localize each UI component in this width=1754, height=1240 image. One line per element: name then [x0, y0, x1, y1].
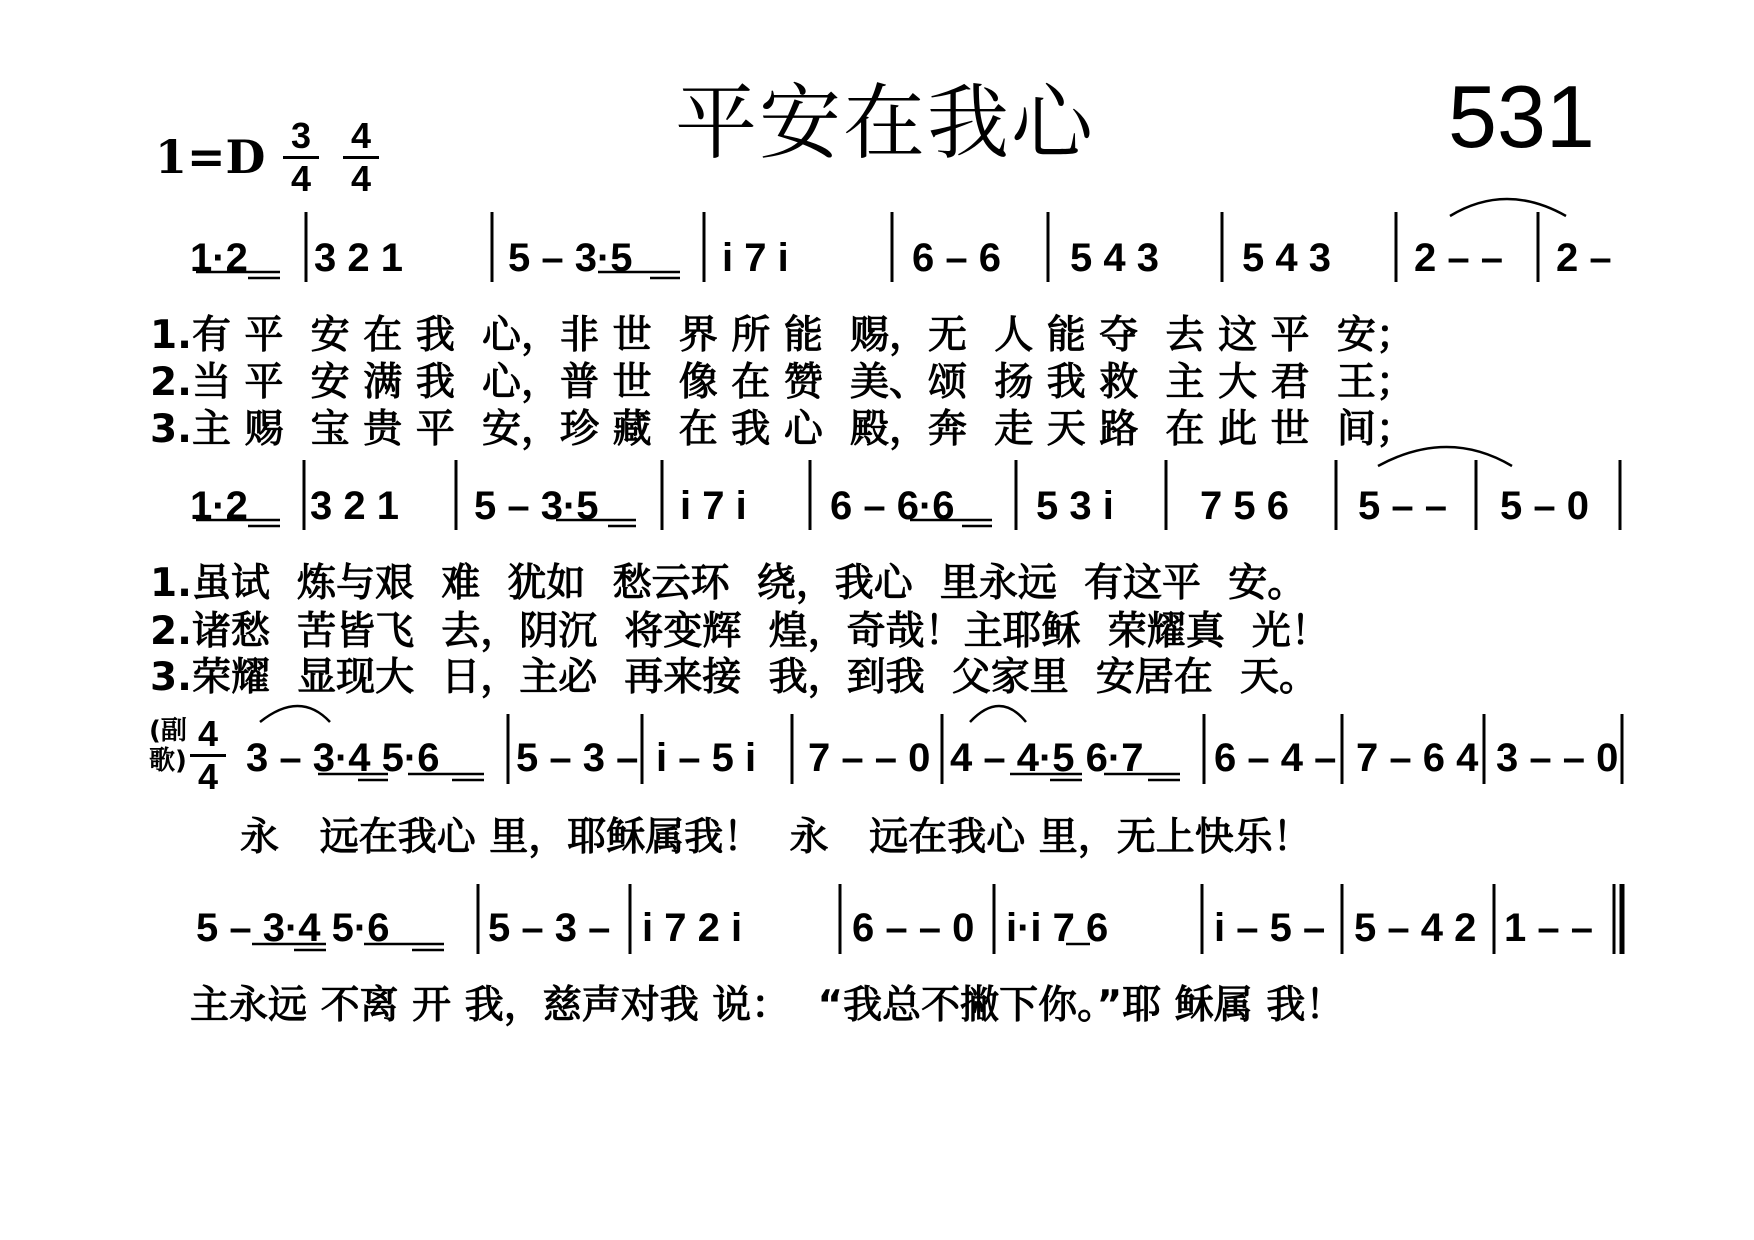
lyric-verse-3: 3.主 赐 宝 贵 平 安，珍 藏 在 我 心 殿，奔 走 天 路 在 此 世 间； — [150, 407, 1415, 452]
measure: i 7 i — [722, 236, 789, 280]
time-sig-denominator: 4 — [350, 158, 372, 199]
measure: i – 5 – — [1214, 906, 1326, 950]
measure: 1·2 — [190, 236, 248, 280]
lyric-verse-1: 1.虽试 炼与艰 难 犹如 愁云环 绕，我心 里永远 有这平 安。 — [150, 561, 1307, 606]
measure: i 7 i — [680, 484, 747, 528]
chorus-label: (副歌) — [149, 716, 187, 776]
hymn-title: 平安在我心 — [675, 76, 1096, 171]
barlines — [304, 212, 1622, 954]
measure: 7 – 6 4 — [1356, 736, 1479, 780]
measure: 5 – 3·5 — [474, 484, 599, 528]
measure: 5 – 3 – — [516, 736, 639, 780]
key-text: 1=D — [155, 130, 266, 184]
time-sig-numerator: 4 — [343, 118, 379, 159]
measure: 7 5 6 — [1200, 484, 1289, 528]
time-sig-denominator: 4 — [290, 158, 312, 199]
measure: 5 – 0 — [1500, 484, 1589, 528]
measure: 5 – 3·4 5·6 — [196, 906, 390, 950]
measure: i 7 2 i — [642, 906, 743, 950]
measure: 6 – 6·6 — [830, 484, 955, 528]
measure: 3 – – 0 — [1496, 736, 1619, 780]
measure: 7 – – 0 — [808, 736, 931, 780]
measure: i·i 7 6 — [1006, 906, 1109, 950]
measure: 5 – – — [1358, 484, 1447, 528]
measure: 6 – – 0 — [852, 906, 975, 950]
measure: 2 – – — [1414, 236, 1503, 280]
time-sig-numerator: 4 — [190, 716, 226, 757]
lyric-verse-2: 2.诸愁 苦皆飞 去，阴沉 将变辉 煌，奇哉！主耶稣 荣耀真 光！ — [150, 609, 1330, 654]
measure: 6 – 4 – — [1214, 736, 1337, 780]
measure: 3 2 1 — [310, 484, 399, 528]
time-sig-denominator: 4 — [197, 756, 219, 797]
lyric-verse-1: 1.有 平 安 在 我 心，非 世 界 所 能 赐，无 人 能 夺 去 这 平 安； — [150, 313, 1415, 358]
measure: 2 – — [1556, 236, 1612, 280]
measure: 3 – 3·4 5·6 — [246, 736, 440, 780]
measure: 1·2 — [190, 484, 248, 528]
measure: 1 – – — [1504, 906, 1593, 950]
measure: 5 4 3 — [1242, 236, 1331, 280]
measure: 6 – 6 — [912, 236, 1001, 280]
measure: 5 – 3 – — [488, 906, 611, 950]
time-sig-numerator: 3 — [283, 118, 319, 159]
measure: 5 – 4 2 — [1354, 906, 1477, 950]
measure: 5 3 i — [1036, 484, 1114, 528]
measure: 5 – 3·5 — [508, 236, 633, 280]
measure: 4 – 4·5 6·7 — [950, 736, 1144, 780]
lyric-chorus-1: 永 远在我心 里，耶稣属我！ 永 远在我心 里，无上快乐！ — [240, 815, 1312, 860]
measure: 5 4 3 — [1070, 236, 1159, 280]
lyric-verse-3: 3.荣耀 显现大 日，主必 再来接 我，到我 父家里 安居在 天。 — [150, 655, 1319, 700]
hymn-number: 531 — [1448, 67, 1595, 166]
note-underlines — [196, 272, 1180, 950]
lyric-chorus-2: 主永远 不离 开 我，慈声对我 说： “我总不撇下你。”耶 稣属 我！ — [190, 983, 1345, 1028]
measure: 3 2 1 — [314, 236, 403, 280]
lyric-verse-2: 2.当 平 安 满 我 心，普 世 像 在 赞 美、颂 扬 我 救 主 大 君 王； — [150, 360, 1415, 405]
measure: i – 5 i — [656, 736, 757, 780]
